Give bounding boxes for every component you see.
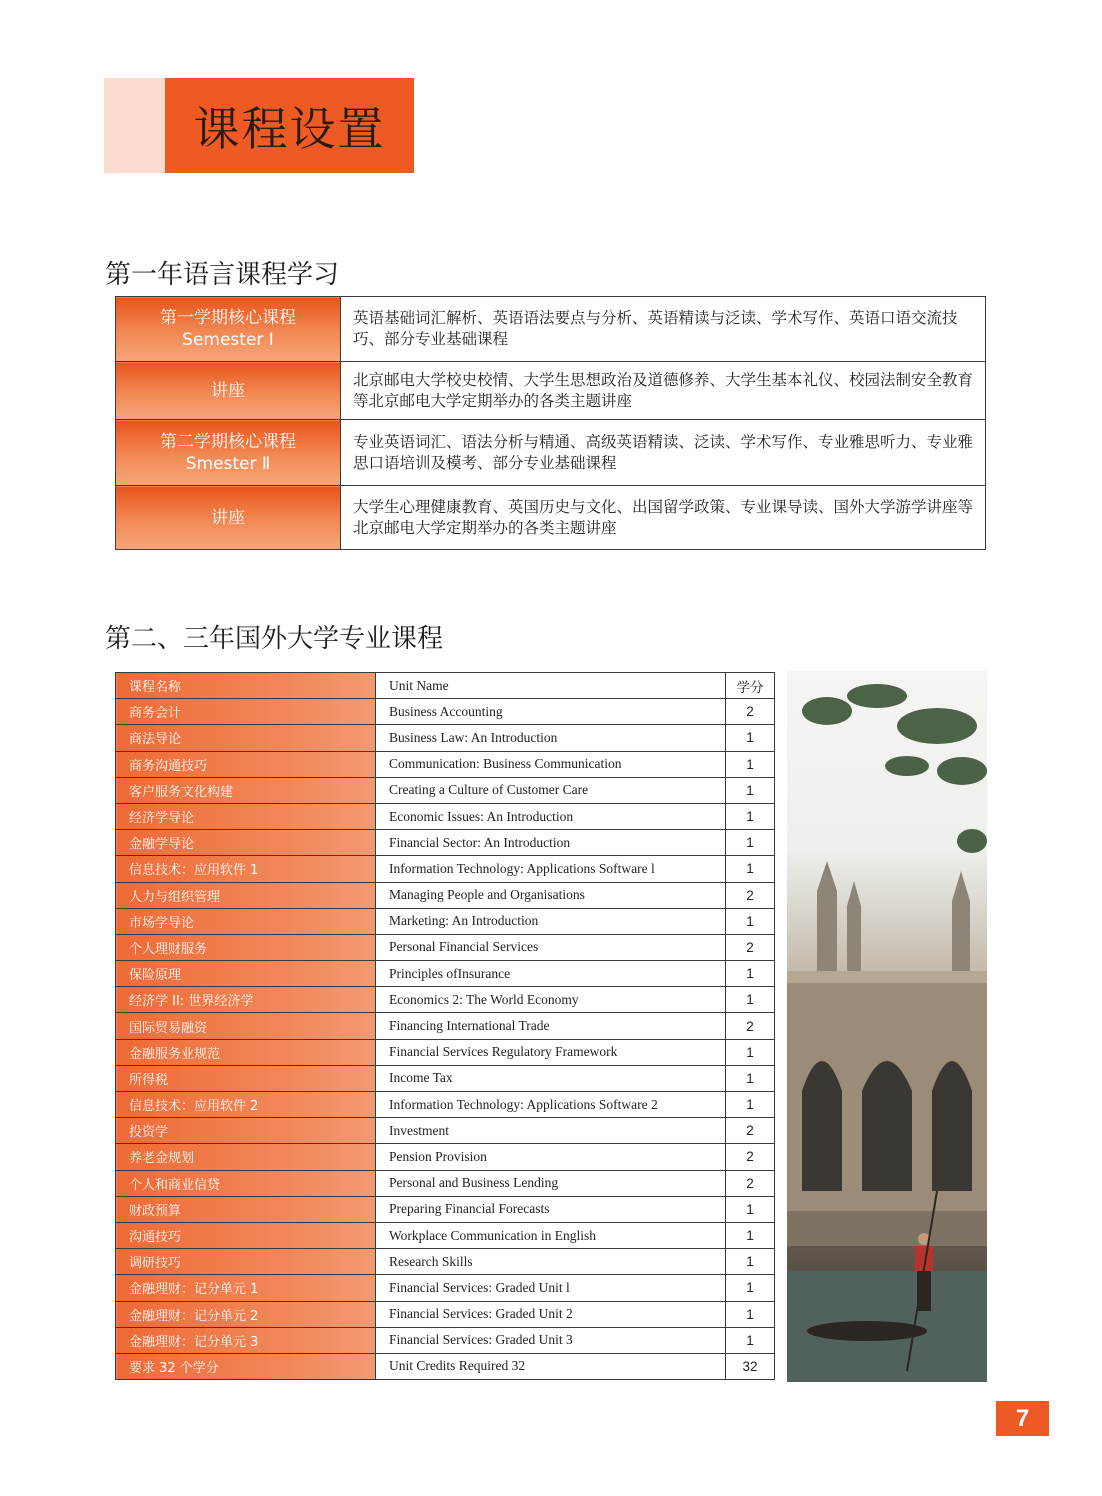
campus-photo-illustration (787, 671, 987, 1382)
course-name-en: Pension Provision (376, 1144, 726, 1170)
course-credit: 1 (726, 987, 775, 1013)
row-description: 英语基础词汇解析、英语语法要点与分析、英语精读与泛读、学术写作、英语口语交流技巧、部分专业基础课程 (341, 297, 986, 362)
page-title: 课程设置 (165, 78, 414, 173)
lecture-label: 讲座 (116, 362, 341, 420)
course-name-cn: 金融理财：记分单元 2 (116, 1301, 376, 1327)
course-name-cn: 投资学 (116, 1118, 376, 1144)
course-name-cn: 商法导论 (116, 725, 376, 751)
semester-two-label (116, 420, 341, 486)
table-header-row (116, 673, 775, 699)
course-name-en: Creating a Culture of Customer Care (376, 777, 726, 803)
course-credit: 1 (726, 1196, 775, 1222)
course-credit: 1 (726, 725, 775, 751)
table-row (116, 1039, 775, 1065)
course-credit: 2 (726, 1118, 775, 1144)
course-name-cn: 市场学导论 (116, 908, 376, 934)
course-credit: 2 (726, 1170, 775, 1196)
course-name-en: Business Accounting (376, 699, 726, 725)
course-name-cn: 信息技术：应用软件 2 (116, 1092, 376, 1118)
course-name-cn: 所得税 (116, 1065, 376, 1091)
course-credit: 2 (726, 1013, 775, 1039)
table-row (116, 934, 775, 960)
course-name-cn: 个人和商业信贷 (116, 1170, 376, 1196)
course-credit: 2 (726, 1144, 775, 1170)
row-description: 大学生心理健康教育、英国历史与文化、出国留学政策、专业课导读、国外大学游学讲座等北京邮电大学定期举办的各类主题讲座 (341, 486, 986, 550)
table-row (116, 1118, 775, 1144)
course-name-en: Income Tax (376, 1065, 726, 1091)
course-credit: 1 (726, 751, 775, 777)
course-credit: 1 (726, 856, 775, 882)
course-name-en: Personal and Business Lending (376, 1170, 726, 1196)
header-credit: 学分 (726, 673, 775, 699)
course-name-cn: 沟通技巧 (116, 1222, 376, 1248)
label-en: Semester Ⅰ (182, 330, 274, 350)
course-name-en: Research Skills (376, 1249, 726, 1275)
course-name-en: Preparing Financial Forecasts (376, 1196, 726, 1222)
row-description: 专业英语词汇、语法分析与精通、高级英语精读、泛读、学术写作、专业雅思听力、专业雅思口语培训及模考、部分专业基础课程 (341, 420, 986, 486)
course-name-en: Information Technology: Applications Software l (376, 856, 726, 882)
table-row (116, 1222, 775, 1248)
course-credit: 1 (726, 803, 775, 829)
years-two-three-heading: 第二、三年国外大学专业课程 (105, 624, 444, 654)
campus-photo (787, 671, 987, 1382)
course-name-cn: 个人理财服务 (116, 934, 376, 960)
title-accent-light (104, 78, 165, 173)
course-name-en: Financial Services Regulatory Framework (376, 1039, 726, 1065)
course-credit: 1 (726, 908, 775, 934)
table-row (116, 297, 986, 362)
course-name-en: Economics 2: The World Economy (376, 987, 726, 1013)
course-name-en: Information Technology: Applications Software 2 (376, 1092, 726, 1118)
header-en: Unit Name (376, 673, 726, 699)
table-row (116, 908, 775, 934)
course-name-en: Financial Services: Graded Unit l (376, 1275, 726, 1301)
table-row (116, 1249, 775, 1275)
course-name-en: Economic Issues: An Introduction (376, 803, 726, 829)
label-en: Smester Ⅱ (185, 453, 271, 474)
course-name-cn: 保险原理 (116, 961, 376, 987)
course-name-cn: 金融服务业规范 (116, 1039, 376, 1065)
table-row (116, 856, 775, 882)
header-cn: 课程名称 (116, 673, 376, 699)
course-credit: 1 (726, 1092, 775, 1118)
table-row (116, 699, 775, 725)
title-block (104, 78, 414, 173)
course-name-cn: 金融学导论 (116, 830, 376, 856)
table-row (116, 420, 986, 486)
course-name-en: Financial Services: Graded Unit 3 (376, 1327, 726, 1353)
course-name-cn: 金融理财：记分单元 1 (116, 1275, 376, 1301)
course-credit: 32 (726, 1353, 775, 1379)
course-name-cn: 国际贸易融资 (116, 1013, 376, 1039)
course-credit: 2 (726, 699, 775, 725)
table-row (116, 1196, 775, 1222)
table-row (116, 882, 775, 908)
course-credit: 2 (726, 882, 775, 908)
year-one-heading: 第一年语言课程学习 (105, 260, 340, 290)
course-name-cn: 经济学导论 (116, 803, 376, 829)
course-name-en: Managing People and Organisations (376, 882, 726, 908)
table-row (116, 830, 775, 856)
course-name-cn: 客户服务文化构建 (116, 777, 376, 803)
row-description: 北京邮电大学校史校情、大学生思想政治及道德修养、大学生基本礼仪、校园法制安全教育等北京邮电大学定期举办的各类主题讲座 (341, 362, 986, 420)
course-name-cn: 商务沟通技巧 (116, 751, 376, 777)
course-name-cn: 财政预算 (116, 1196, 376, 1222)
course-name-en: Communication: Business Communication (376, 751, 726, 777)
course-name-en: Principles ofInsurance (376, 961, 726, 987)
course-name-en: Investment (376, 1118, 726, 1144)
label-cn: 第二学期核心课程 (160, 431, 296, 452)
course-credit: 1 (726, 1301, 775, 1327)
table-row (116, 1301, 775, 1327)
course-name-cn: 信息技术：应用软件 1 (116, 856, 376, 882)
table-row (116, 1065, 775, 1091)
table-row (116, 987, 775, 1013)
course-credit: 1 (726, 1222, 775, 1248)
lecture-label: 讲座 (116, 486, 341, 550)
course-name-en: Marketing: An Introduction (376, 908, 726, 934)
page-number: 7 (996, 1401, 1049, 1436)
course-credit: 1 (726, 1065, 775, 1091)
table-row (116, 1275, 775, 1301)
course-credit: 2 (726, 934, 775, 960)
courses-table (115, 672, 775, 1380)
course-name-en: Workplace Communication in English (376, 1222, 726, 1248)
course-name-en: Financial Services: Graded Unit 2 (376, 1301, 726, 1327)
table-row (116, 1327, 775, 1353)
course-credit: 1 (726, 1039, 775, 1065)
course-name-cn: 商务会计 (116, 699, 376, 725)
course-credit: 1 (726, 961, 775, 987)
course-name-cn: 人力与组织管理 (116, 882, 376, 908)
course-name-cn: 养老金规划 (116, 1144, 376, 1170)
table-row (116, 803, 775, 829)
semester-one-label (116, 297, 341, 362)
table-row (116, 1170, 775, 1196)
table-row (116, 1013, 775, 1039)
table-row (116, 486, 986, 550)
course-credit: 1 (726, 1249, 775, 1275)
course-name-cn: 经济学 II: 世界经济学 (116, 987, 376, 1013)
course-name-en: Personal Financial Services (376, 934, 726, 960)
table-row (116, 1092, 775, 1118)
table-row (116, 751, 775, 777)
course-name-cn: 调研技巧 (116, 1249, 376, 1275)
course-name-en: Unit Credits Required 32 (376, 1353, 726, 1379)
table-row (116, 362, 986, 420)
course-credit: 1 (726, 830, 775, 856)
course-name-en: Financial Sector: An Introduction (376, 830, 726, 856)
year-one-table (115, 296, 986, 550)
course-name-en: Financing International Trade (376, 1013, 726, 1039)
table-row (116, 725, 775, 751)
course-credit: 1 (726, 1327, 775, 1353)
table-row (116, 1144, 775, 1170)
label-cn: 第一学期核心课程 (160, 308, 296, 328)
course-name-cn: 金融理财：记分单元 3 (116, 1327, 376, 1353)
course-name-en: Business Law: An Introduction (376, 725, 726, 751)
table-row (116, 777, 775, 803)
course-credit: 1 (726, 1275, 775, 1301)
course-credit: 1 (726, 777, 775, 803)
course-name-cn: 要求 32 个学分 (116, 1353, 376, 1379)
table-row (116, 1353, 775, 1379)
table-row (116, 961, 775, 987)
